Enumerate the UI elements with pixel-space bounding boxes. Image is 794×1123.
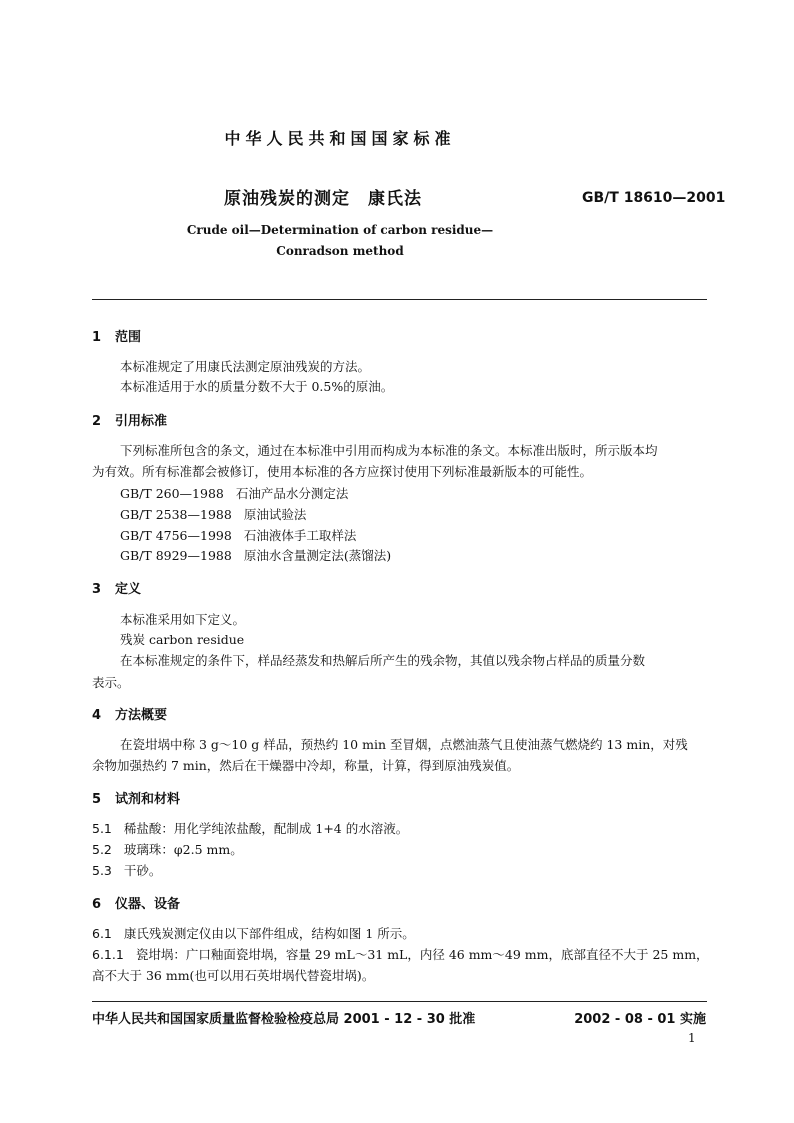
clause-number: 5.1 <box>92 821 112 836</box>
clause-number: 6.1 <box>92 926 112 941</box>
definition-term: 残炭 carbon residue <box>120 632 245 647</box>
paragraph-line: 在瓷坩埚中称 3 g～10 g 样品，预热约 10 min 至冒烟，点燃油蒸气且使油蒸气燃烧约 13 min，对残 <box>120 737 688 752</box>
paragraph-line: 本标准规定了用康氏法测定原油残炭的方法。 <box>120 359 371 374</box>
section-number: 2 <box>92 414 102 429</box>
section-4-heading <box>92 704 167 723</box>
clause-number: 6.1.1 <box>92 947 124 962</box>
clause-item <box>92 945 709 963</box>
section-title: 引用标准 <box>115 414 168 429</box>
clause-text: 康氏残炭测定仪由以下部件组成，结构如图 1 所示。 <box>123 926 415 941</box>
section-1-heading <box>92 326 141 345</box>
paragraph-line: 为有效。所有标准都会被修订，使用本标准的各方应探讨使用下列标准最新版本的可能性。 <box>92 464 593 479</box>
reference-code: GB/T 2538—1988 <box>120 507 232 522</box>
clause-text: 瓷坩埚：广口釉面瓷坩埚，容量 29 mL～31 mL，内径 46 mm～49 mm，底部直径不大于 25 mm， <box>135 947 709 962</box>
clause-item <box>92 924 415 942</box>
section-number: 5 <box>92 792 102 807</box>
section-title: 范围 <box>115 330 142 345</box>
section-number: 6 <box>92 897 102 912</box>
paragraph-line: 本标准采用如下定义。 <box>120 612 246 627</box>
reference-title: 石油产品水分测定法 <box>235 486 349 501</box>
standard-number: GB/T 18610—2001 <box>582 190 726 206</box>
english-title-line2: Conradson method <box>276 244 404 258</box>
reference-item <box>120 484 348 502</box>
section-number: 1 <box>92 330 102 345</box>
page-number: 1 <box>688 1031 696 1045</box>
clause-number: 5.2 <box>92 842 112 857</box>
implementation-date: 2002 - 08 - 01 实施 <box>574 1012 706 1027</box>
reference-title: 原油水含量测定法(蒸馏法) <box>243 548 392 563</box>
clause-item <box>92 819 408 837</box>
section-2-heading <box>92 410 167 429</box>
header-divider <box>92 299 707 300</box>
reference-code: GB/T 260—1988 <box>120 486 224 501</box>
section-5-heading <box>92 788 180 807</box>
section-title: 仪器、设备 <box>115 897 181 912</box>
clause-item <box>92 861 161 879</box>
clause-number: 5.3 <box>92 863 112 878</box>
section-title: 定义 <box>115 582 142 597</box>
footer-divider <box>92 1001 707 1002</box>
paragraph-line: 表示。 <box>92 675 130 690</box>
issuing-agency: 中华人民共和国国家标准 <box>224 129 456 148</box>
english-title-line1: Crude oil—Determination of carbon residue— <box>186 223 494 237</box>
paragraph-line: 下列标准所包含的条文，通过在本标准中引用而构成为本标准的条文。本标准出版时，所示版本均 <box>120 443 658 458</box>
reference-code: GB/T 8929—1988 <box>120 548 232 563</box>
reference-item <box>120 505 306 523</box>
section-6-heading <box>92 893 180 912</box>
document-title: 原油残炭的测定 康氏法 <box>224 189 422 209</box>
clause-text: 干砂。 <box>123 863 162 878</box>
section-title: 试剂和材料 <box>115 792 181 807</box>
section-number: 4 <box>92 708 102 723</box>
paragraph-line: 在本标准规定的条件下，样品经蒸发和热解后所产生的残余物，其值以残余物占样品的质量分数 <box>120 653 646 668</box>
paragraph-line: 余物加强热约 7 min，然后在干燥器中冷却，称量，计算，得到原油残炭值。 <box>92 758 520 773</box>
reference-item <box>120 546 391 564</box>
reference-title: 原油试验法 <box>243 507 307 522</box>
section-3-heading <box>92 578 141 597</box>
section-number: 3 <box>92 582 102 597</box>
reference-code: GB/T 4756—1998 <box>120 528 232 543</box>
clause-text: 玻璃珠：φ2.5 mm。 <box>123 842 243 857</box>
clause-text: 稀盐酸：用化学纯浓盐酸，配制成 1+4 的水溶液。 <box>123 821 409 836</box>
paragraph-line: 本标准适用于水的质量分数不大于 0.5%的原油。 <box>120 379 394 394</box>
paragraph-line: 高不大于 36 mm(也可以用石英坩埚代替瓷坩埚)。 <box>92 968 375 983</box>
reference-title: 石油液体手工取样法 <box>243 528 357 543</box>
reference-item <box>120 526 356 544</box>
approval-date: 中华人民共和国国家质量监督检验检疫总局 2001 - 12 - 30 批准 <box>92 1012 476 1027</box>
clause-item <box>92 840 243 858</box>
section-title: 方法概要 <box>115 708 168 723</box>
